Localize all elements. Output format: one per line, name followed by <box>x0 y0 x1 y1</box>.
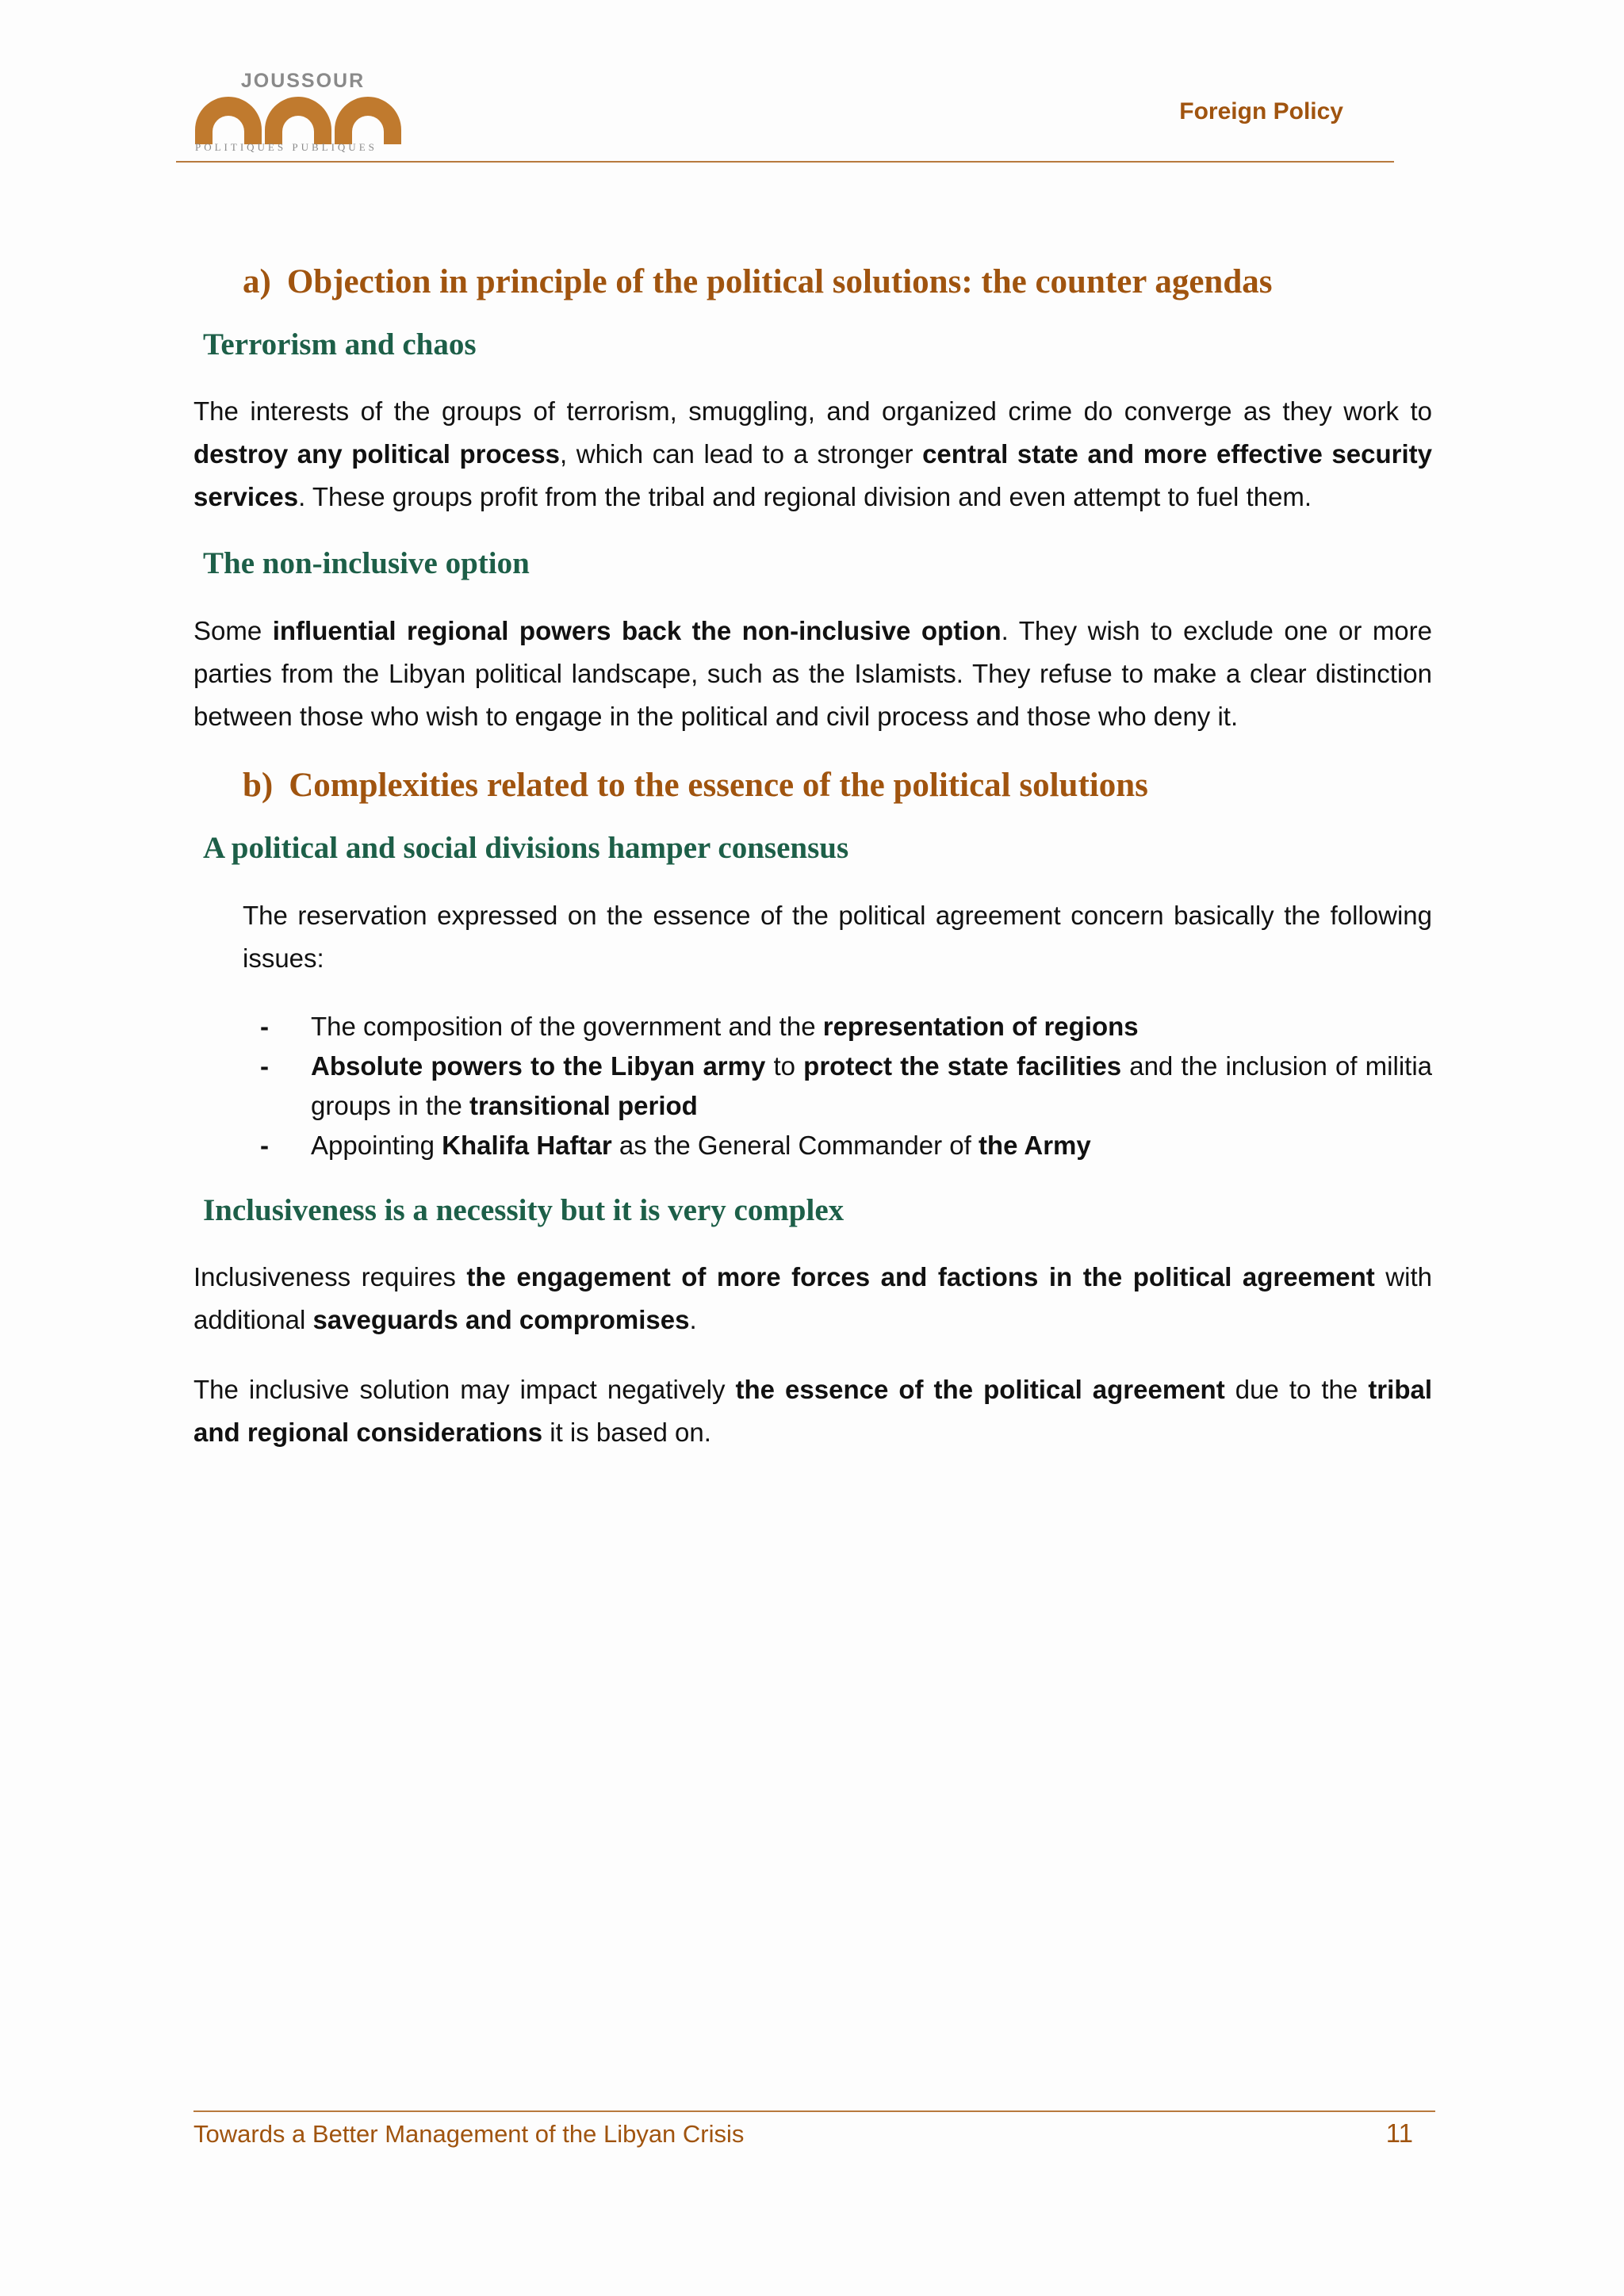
subheading-divisions: A political and social divisions hamper consensus <box>203 830 849 865</box>
text-run: it is based on. <box>542 1418 711 1448</box>
text-run: as the General Commander of <box>611 1130 979 1160</box>
logo-arches-icon <box>192 89 406 146</box>
dash-bullet-icon: - <box>260 1050 269 1081</box>
list-item <box>243 1126 1432 1165</box>
footer-document-title: Towards a Better Management of the Libyan Crisis <box>193 2120 745 2148</box>
bold-run: Absolute powers to the Libyan army <box>311 1050 766 1081</box>
main-content <box>193 262 1432 1481</box>
text-run: Inclusiveness requires <box>193 1262 467 1292</box>
bold-run: the Army <box>978 1130 1091 1160</box>
bold-run: representation of regions <box>822 1011 1139 1041</box>
text-run: , which can lead to a stronger <box>560 439 923 469</box>
bold-run: the engagement of more forces and factions in the political agreement <box>466 1262 1375 1292</box>
paragraph-terrorism <box>193 390 1432 519</box>
bold-run: transitional period <box>469 1090 698 1120</box>
bold-run: protect the state facilities <box>803 1050 1122 1081</box>
bold-run: central state and more effective security services <box>193 439 1432 512</box>
text-run: The inclusive solution may impact negatively <box>193 1375 736 1405</box>
paragraph-reservation-intro: The reservation expressed on the essence of the political agreement concern basically the following issues: <box>243 900 1432 973</box>
paragraph-inclusiveness-requires <box>193 1256 1432 1341</box>
text-run: Some <box>193 616 273 646</box>
text-run: due to the <box>1224 1375 1369 1405</box>
section-label: a) <box>243 263 271 300</box>
text-run: and the inclusion of militia groups in the <box>311 1050 1433 1120</box>
text-run: The composition of the government and the <box>311 1011 823 1041</box>
page-number: 11 <box>1385 2118 1413 2148</box>
joussour-logo <box>192 70 406 159</box>
text-run: . <box>689 1305 697 1335</box>
subheading-terrorism: Terrorism and chaos <box>203 327 477 362</box>
bold-run: Khalifa Haftar <box>442 1130 612 1160</box>
list-item <box>243 1007 1432 1047</box>
bold-run: saveguards and compromises <box>312 1305 690 1335</box>
bold-run: influential regional powers back the non-inclusive option <box>272 616 1002 646</box>
section-a-heading <box>243 262 1432 303</box>
header-divider <box>176 161 1394 163</box>
header-section-title: Foreign Policy <box>1179 98 1343 124</box>
paragraph-non-inclusive <box>193 610 1432 738</box>
section-label: b) <box>243 767 274 805</box>
text-run: with additional <box>193 1262 1432 1335</box>
logo-subtitle: POLITIQUES PUBLIQUES <box>195 141 377 153</box>
text-run: The interests of the groups of terrorism, smuggling, and organized crime do converge as they work to <box>193 396 1432 427</box>
section-b-heading <box>243 765 1432 806</box>
bold-run: destroy any political process <box>193 439 561 469</box>
text-run: Appointing <box>311 1130 442 1160</box>
logo-wordmark: JOUSSOUR <box>240 70 366 92</box>
section-title: Objection in principle of the political solutions: the counter agendas <box>286 263 1273 300</box>
dash-bullet-icon: - <box>260 1011 269 1041</box>
text-run: . These groups profit from the tribal and regional division and even attempt to fuel them. <box>298 482 1312 512</box>
section-title: Complexities related to the essence of the political solutions <box>289 767 1148 805</box>
text-run: to <box>765 1050 804 1081</box>
footer-divider <box>193 2110 1435 2112</box>
paragraph-inclusive-impact <box>193 1368 1432 1454</box>
bold-run: tribal and regional considerations <box>193 1375 1432 1448</box>
text-run: . They wish to exclude one or more parties from the Libyan political landscape, such as the Islamists. They refuse to make a clear distinction between those who wish to engage in the political and civil process and those who deny it. <box>193 616 1433 732</box>
list-item <box>243 1047 1432 1126</box>
subheading-inclusiveness: Inclusiveness is a necessity but it is very complex <box>203 1192 845 1227</box>
bold-run: the essence of the political agreement <box>735 1375 1225 1405</box>
issues-list <box>243 1007 1432 1165</box>
dash-bullet-icon: - <box>260 1130 269 1160</box>
subheading-non-inclusive: The non-inclusive option <box>203 546 530 581</box>
